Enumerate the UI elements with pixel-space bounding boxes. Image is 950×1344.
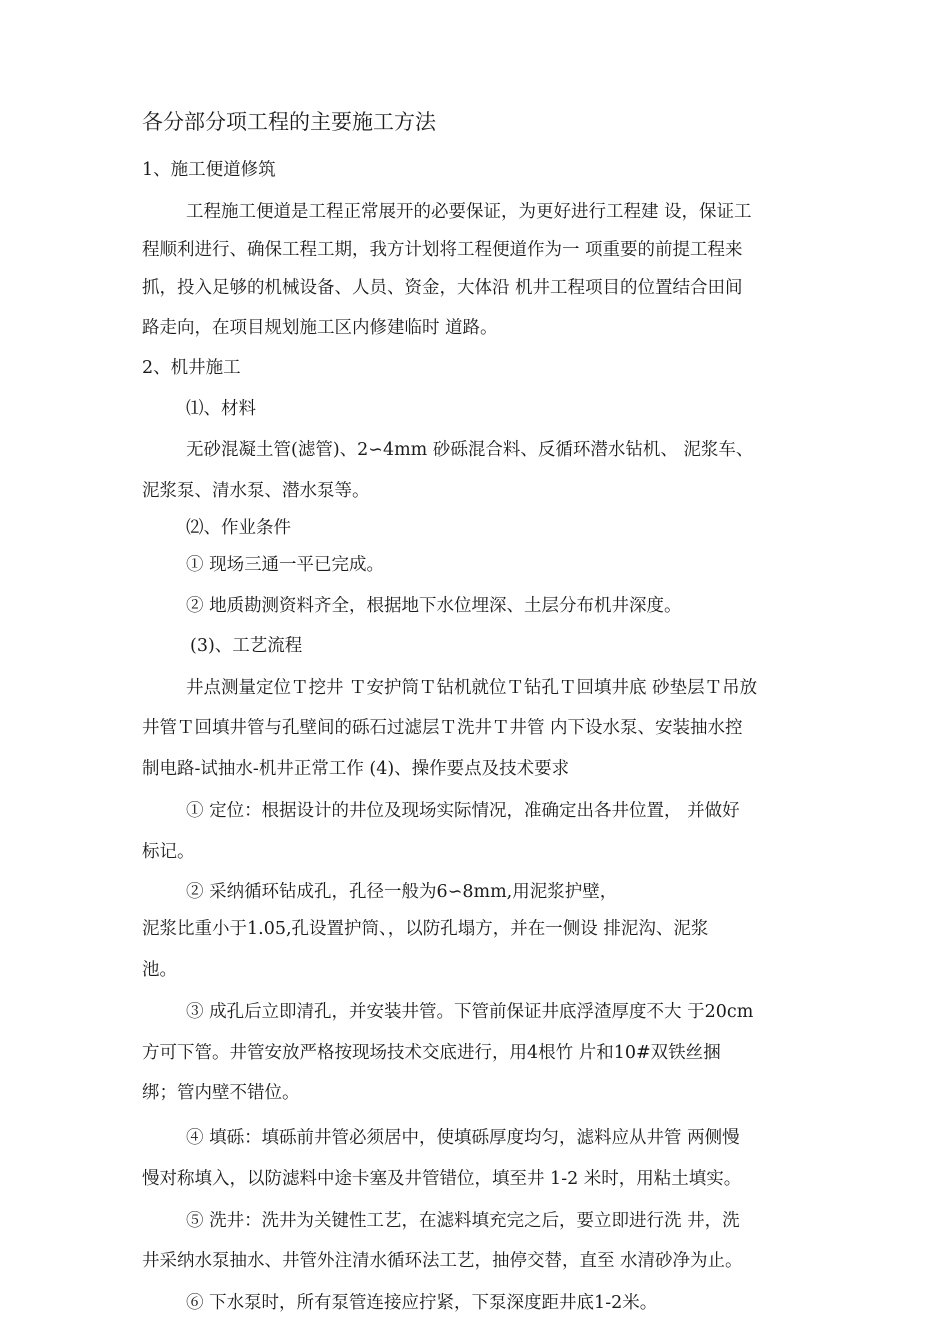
list-item: ⑥ 下水泵时，所有泵管连接应拧紧，下泵深度距井底1-2米。 bbox=[186, 1293, 658, 1313]
page-title: 各分部分项工程的主要施工方法 bbox=[142, 110, 436, 134]
paragraph-line: 泥浆泵、清水泵、潜水泵等。 bbox=[142, 481, 370, 501]
section-heading: 2、机井施工 bbox=[142, 358, 241, 378]
paragraph-line: 程顺利进行、确保工程工期，我方计划将工程便道作为一 项重要的前提工程来 bbox=[142, 240, 743, 260]
paragraph-line: 池。 bbox=[142, 960, 177, 980]
paragraph-line: 泥浆比重小于1.05,孔设置护筒、，以防孔塌方，并在一侧设 排泥沟、泥浆 bbox=[142, 919, 709, 939]
list-item: ① 现场三通一平已完成。 bbox=[186, 555, 385, 575]
subsection-heading: ⑵、作业条件 bbox=[186, 518, 291, 538]
list-item: ③ 成孔后立即清孔，并安装井管。下管前保证井底浮渣厚度不大 于20cm bbox=[186, 1002, 754, 1022]
subsection-heading: ⑴、材料 bbox=[186, 399, 256, 419]
paragraph-line: 绑；管内壁不错位。 bbox=[142, 1083, 300, 1103]
paragraph-line: 无砂混凝土管(滤管)、2∽4mm 砂砾混合料、反循环潜水钻机、 泥浆车、 bbox=[186, 440, 754, 460]
paragraph-line: 制电路-试抽水-机井正常工作 (4)、操作要点及技术要求 bbox=[142, 759, 570, 779]
paragraph-line: 工程施工便道是工程正常展开的必要保证，为更好进行工程建 设，保证工 bbox=[186, 202, 752, 222]
paragraph-line: 井采纳水泵抽水、井管外注清水循环法工艺，抽停交替，直至 水清砂净为止。 bbox=[142, 1251, 743, 1271]
list-item: ⑤ 洗井：洗井为关键性工艺，在滤料填充完之后，要立即进行洗 井，洗 bbox=[186, 1211, 740, 1231]
paragraph-line: 抓，投入足够的机械设备、人员、资金，大体沿 机井工程项目的位置结合田间 bbox=[142, 278, 743, 298]
paragraph-line: 路走向，在项目规划施工区内修建临时 道路。 bbox=[142, 318, 498, 338]
paragraph-line: 标记。 bbox=[142, 842, 195, 862]
list-item: ① 定位：根据设计的井位及现场实际情况，准确定出各井位置， 并做好 bbox=[186, 801, 740, 821]
paragraph-line: 慢对称填入，以防滤料中途卡塞及井管错位，填至井 1-2 米时，用粘土填实。 bbox=[142, 1169, 742, 1189]
subsection-heading: (3)、工艺流程 bbox=[190, 636, 303, 656]
paragraph-line: 井点测量定位Ｔ挖井 Ｔ安护筒Ｔ钻机就位Ｔ钻孔Ｔ回填井底 砂垫层Ｔ吊放 bbox=[186, 678, 758, 698]
paragraph-line: 井管Ｔ回填井管与孔壁间的砾石过滤层Ｔ洗井Ｔ井管 内下设水泵、安装抽水控 bbox=[142, 718, 743, 738]
list-item: ② 地质勘测资料齐全，根据地下水位埋深、土层分布机井深度。 bbox=[186, 596, 682, 616]
list-item: ② 采纳循环钻成孔，孔径一般为6∽8mm,用泥浆护壁， bbox=[186, 882, 618, 902]
list-item: ④ 填砾：填砾前井管必须居中，使填砾厚度均匀，滤料应从井管 两侧慢 bbox=[186, 1128, 740, 1148]
section-heading: 1、施工便道修筑 bbox=[142, 160, 276, 180]
paragraph-line: 方可下管。井管安放严格按现场技术交底进行，用4根竹 片和10#双铁丝捆 bbox=[142, 1043, 721, 1063]
